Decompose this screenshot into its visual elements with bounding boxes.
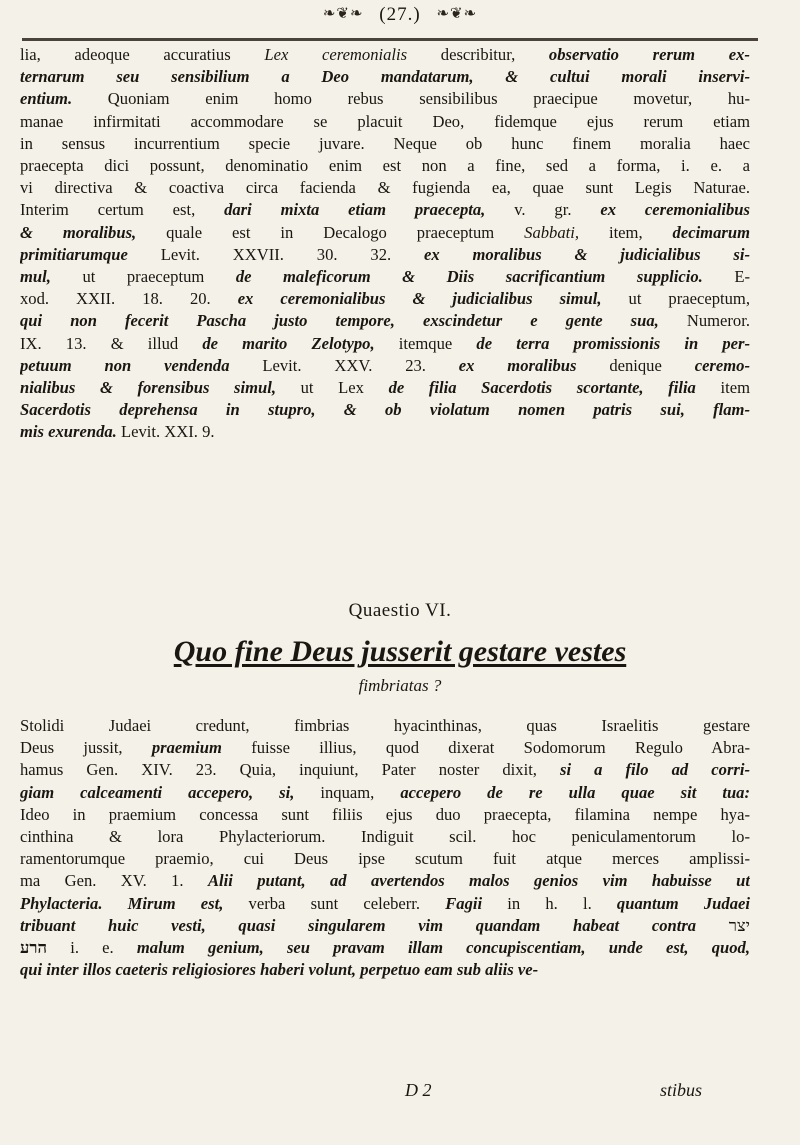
text-run: i. e. xyxy=(47,938,137,958)
catchword: stibus xyxy=(660,1080,703,1100)
text-run: Stolidi Judaei credunt, fimbrias hyacinthinas, quas Israelitis gestare xyxy=(20,716,750,735)
text-run: in sensus incurrentium specie juvare. Neque ob hunc finem moralia haec xyxy=(20,133,750,153)
text-run: Numeror. xyxy=(658,311,750,331)
text-line xyxy=(20,737,750,759)
italic-phrase: mul, xyxy=(20,267,51,287)
italic-phrase: qui inter illos caeteris religiosiores haberi volunt, perpetuo eam sub aliis ve- xyxy=(20,960,539,980)
page-header xyxy=(0,4,800,26)
chapter-title xyxy=(0,635,800,669)
italic-phrase: mis exurenda. xyxy=(20,422,117,442)
italic-phrase: ex ceremonialibus & judicialibus simul, xyxy=(237,289,602,309)
text-run: in h. l. xyxy=(482,893,617,913)
italic-phrase: giam calceamenti accepero, si, xyxy=(20,782,295,802)
text-run: verba sunt celeberr. xyxy=(223,893,446,913)
text-line xyxy=(20,88,750,110)
italic-phrase: ternarum seu sensibilium a Deo mandatarum, & cultui morali inservi- xyxy=(20,67,750,87)
italic-phrase: de marito Zelotypo, xyxy=(202,333,375,353)
text-run: cinthina & lora Phylacteriorum. Indiguit scil. hoc peniculamentorum lo- xyxy=(20,827,750,847)
text-run: manae infirmitati accommodare se placuit Deo, fidemque ejus rerum etiam xyxy=(20,111,750,131)
header-rule xyxy=(22,38,758,41)
text-line xyxy=(20,66,750,88)
italic-phrase: primitiarumque xyxy=(20,244,128,264)
text-run: lia, adeoque accuratius xyxy=(20,45,265,64)
text-run: ut Lex xyxy=(276,378,389,398)
text-line xyxy=(20,915,750,937)
italic-phrase: qui non fecerit Pascha justo tempore, exscindetur e gente sua, xyxy=(20,311,659,331)
text-line xyxy=(20,133,750,155)
text-line xyxy=(20,893,750,915)
text-run: ramentorumque praemio, cui Deus ipse scutum fuit atque merces amplissi- xyxy=(20,849,750,869)
italic-phrase: tribuant huic vesti, quasi singularem vim quandam habeat contra xyxy=(20,915,697,935)
italic-phrase: de filia Sacerdotis scortante, filia xyxy=(388,378,696,398)
text-run: Deus jussit, xyxy=(20,738,152,758)
italic-phrase: praemium xyxy=(151,738,222,758)
text-line xyxy=(20,266,750,288)
italic-phrase: malum genium, seu pravam illam concupiscentiam, unde est, quod, xyxy=(136,938,750,958)
italic-phrase: ex ceremonialibus xyxy=(600,200,750,220)
text-run: ut praeceptum xyxy=(50,267,236,287)
italic-phrase: Alii putant, ad avertendos malos genios vim habuisse ut xyxy=(207,871,750,891)
text-line xyxy=(20,177,750,199)
text-run: E- xyxy=(702,267,750,287)
text-run: itemque xyxy=(374,333,477,353)
italic-phrase: petuum non vendenda xyxy=(20,355,230,375)
text-run: IX. 13. & illud xyxy=(20,333,203,353)
text-run: describitur, xyxy=(407,45,549,64)
text-run: Interim certum est, xyxy=(20,200,225,220)
paragraph-fimbriae xyxy=(20,715,750,981)
text-line xyxy=(20,111,750,133)
text-run: quale est in Decalogo praeceptum xyxy=(136,222,525,242)
text-line xyxy=(20,804,750,826)
text-run: Levit. XXVII. 30. 32. xyxy=(127,244,424,264)
quaestio-label: Quaestio xyxy=(348,600,421,621)
italic-phrase: ceremo- xyxy=(694,355,750,375)
text-run: Quoniam enim homo rebus sensibilibus praecipue movetur, hu- xyxy=(72,89,750,109)
text-run: praecepta dici possunt, denominatio enim est non a fine, sed a forma, i. e. a xyxy=(20,156,750,176)
italic-phrase: Sabbati, xyxy=(524,222,579,242)
italic-phrase: decimarum xyxy=(672,222,750,242)
italic-phrase: dari mixta etiam praecepta, xyxy=(224,200,486,220)
italic-phrase: de maleficorum & Diis sacrificantium supplicio. xyxy=(235,267,703,287)
text-run: inquam, xyxy=(294,782,401,802)
chapter-subtitle: fimbriatas ? xyxy=(358,676,442,695)
text-run: item xyxy=(695,378,750,398)
text-line xyxy=(20,959,750,981)
italic-phrase: de terra promissionis in per- xyxy=(476,333,750,353)
text-line xyxy=(20,44,750,66)
text-line xyxy=(20,848,750,870)
text-run: hamus Gen. XIV. 23. Quia, inquiunt, Pater noster dixit, xyxy=(20,760,561,780)
text-run: xod. XXII. 18. 20. xyxy=(20,289,238,309)
text-line xyxy=(20,199,750,221)
text-run: fuisse illius, quod dixerat Sodomorum Regulo Abra- xyxy=(221,738,750,758)
italic-phrase: si a filo ad corri- xyxy=(560,760,750,780)
italic-phrase: nialibus & forensibus simul, xyxy=(20,378,276,398)
left-ornament-icon: ❧❦❧ xyxy=(322,6,364,22)
text-run: יצר xyxy=(696,915,750,935)
text-line xyxy=(20,310,750,332)
paragraph-ceremonial-law xyxy=(20,44,750,444)
italic-phrase: accepero de re ulla quae sit tua: xyxy=(400,782,750,802)
text-line xyxy=(20,333,750,355)
text-run: Levit. XXV. 23. xyxy=(229,355,459,375)
text-line xyxy=(20,377,750,399)
text-line xyxy=(20,782,750,804)
text-line xyxy=(20,759,750,781)
italic-phrase: Lex ceremonialis xyxy=(264,45,408,64)
italic-phrase: entium. xyxy=(20,89,73,109)
text-line xyxy=(20,399,750,421)
text-line xyxy=(20,222,750,244)
text-line xyxy=(20,155,750,177)
quaestio-heading xyxy=(0,600,800,622)
text-line xyxy=(20,715,750,737)
italic-phrase: Sacerdotis deprehensa in stupro, & ob violatum nomen patris sui, flam- xyxy=(20,400,750,420)
italic-phrase: quantum Judaei xyxy=(616,893,750,913)
text-line xyxy=(20,937,750,959)
text-line xyxy=(20,870,750,892)
italic-phrase: Phylacteria. Mirum est, xyxy=(20,893,224,913)
text-run: vi directiva & coactiva circa facienda & fugienda ea, quae sunt Legis Naturae. xyxy=(20,178,750,198)
italic-phrase: ex moralibus xyxy=(458,355,577,375)
page-number: (27.) xyxy=(379,4,421,25)
italic-phrase: & moralibus, xyxy=(20,222,137,242)
text-run: הרע xyxy=(20,938,48,958)
signature-mark: D 2 xyxy=(405,1080,432,1100)
text-run: Ideo in praemium concessa sunt filiis ejus duo praecepta, filamina nempe hya- xyxy=(20,804,750,824)
italic-phrase: observatio rerum ex- xyxy=(548,45,750,64)
text-run: denique xyxy=(576,355,695,375)
text-run: v. gr. xyxy=(485,200,601,220)
text-line xyxy=(20,244,750,266)
text-run: item, xyxy=(579,222,673,242)
text-run: Levit. XXI. 9. xyxy=(116,422,215,442)
italic-phrase: Fagii xyxy=(445,893,483,913)
italic-phrase: ex moralibus & judicialibus si- xyxy=(424,244,750,264)
chapter-title-main: Quo fine Deus jusserit gestare vestes xyxy=(173,635,627,668)
quaestio-number: VI. xyxy=(425,600,452,621)
text-run: ut praeceptum, xyxy=(601,289,750,309)
text-line xyxy=(20,826,750,848)
text-line xyxy=(20,288,750,310)
right-ornament-icon: ❧❦❧ xyxy=(436,6,478,22)
text-line xyxy=(20,355,750,377)
text-run: ma Gen. XV. 1. xyxy=(20,871,208,891)
text-line xyxy=(20,421,750,443)
